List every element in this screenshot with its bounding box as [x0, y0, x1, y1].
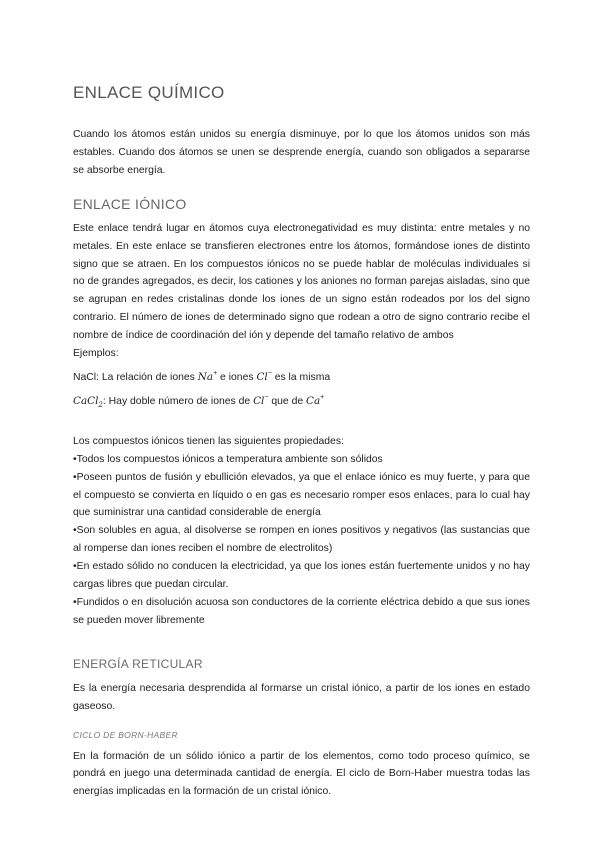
property-item: •Son solubles en agua, al disolverse se rompen en iones positivos y negativos (las sustancias que al romperse dan iones reciben el nombre de electrolitos)	[73, 525, 530, 555]
page-title: ENLACE QUÍMICO	[73, 83, 225, 102]
example-nacl: NaCl: La relación de iones Na+ e iones Cl− es la misma	[73, 369, 331, 383]
lattice-energy-paragraph: Es la energía necesaria desprendida al formarse un cristal iónico, a partir de los iones en estado gaseoso.	[73, 682, 530, 712]
property-item: •Todos los compuestos iónicos a temperatura ambiente son sólidos	[73, 453, 383, 465]
properties-intro: Los compuestos iónicos tienen las siguientes propiedades:	[73, 435, 344, 447]
examples-label: Ejemplos:	[73, 348, 119, 360]
property-item: •En estado sólido no conducen la electricidad, ya que los iones están fuertemente unidos y no hay cargas libres que puedan circular.	[73, 561, 530, 591]
property-item: •Fundidos o en disolución acuosa son conductores de la corriente eléctrica debido a que sus iones se pueden mover libremente	[73, 596, 530, 626]
born-haber-heading: CICLO DE BORN-HABER	[73, 729, 178, 740]
property-item: •Poseen puntos de fusión y ebullición elevados, ya que el enlace iónico es muy fuerte, y para que el compuesto se convierta en líquido o en gas es necesario romper esos enlaces, para lo cual hay que suministrar una cantidad considerable de energía	[73, 471, 530, 519]
intro-paragraph: Cuando los átomos están unidos su energía disminuye, por lo que los átomos unidos son más estables. Cuando dos átomos se unen se desprende energía, cuando son obligados a separarse se absorbe energía.	[73, 129, 530, 176]
ionic-bond-heading: ENLACE IÓNICO	[73, 195, 187, 212]
example-cacl2: CaCl$_2$: Hay doble número de iones de Cl− que de Ca+	[73, 393, 325, 409]
born-haber-paragraph: En la formación de un sólido iónico a partir de los elementos, como todo proceso químico, se pondrá en juego una determinada cantidad de energía. El ciclo de Born-Haber muestra todas las energías implicadas en la formación de un cristal iónico.	[73, 750, 530, 798]
lattice-energy-heading: ENERGÍA RETICULAR	[73, 656, 203, 671]
ionic-bond-paragraph: Este enlace tendrá lugar en átomos cuya electronegatividad es muy distinta: entre metales y no metales. En este enlace se transfieren electrones entre los átomos, formándose iones de distinto signo que se atraen. En los compuestos iónicos no se puede hablar de moléculas individuales si no de grandes agregados, es decir, los cationes y los aniones no forman parejas aisladas, sino que se agrupan en redes cristalinas donde los iones de un signo están rodeados por los del signo contrario. El número de iones de determinado signo que rodean a otro de signo contrario recibe el nombre de índice de coordinación del ión y depende del tamaño relativo de ambos	[73, 222, 530, 342]
